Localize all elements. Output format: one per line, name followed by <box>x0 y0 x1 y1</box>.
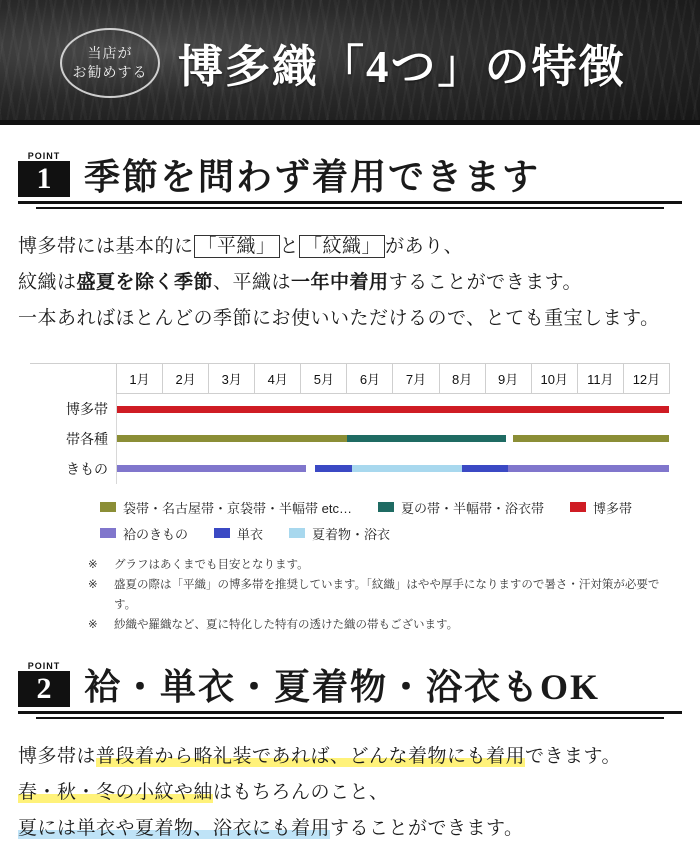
text-fragment: できます。 <box>525 746 622 768</box>
text-fragment: 一本あればほとんどの季節にお使いいただけるので、とても重宝します。 <box>18 308 660 330</box>
point-2-section <box>18 661 682 719</box>
text-fragment: 普段着から略礼装であれば、どんな着物にも着用 <box>96 746 526 768</box>
point-1-underline <box>36 207 664 209</box>
chart-legend-item <box>100 498 352 517</box>
point-1-badge-label: POINT <box>27 151 61 161</box>
chart-bar-segment <box>117 465 306 472</box>
point-2-title: 袷・単衣・夏着物・浴衣もOK <box>84 667 601 708</box>
note-mark-icon: ※ <box>88 619 98 632</box>
point-1-section <box>18 151 682 209</box>
chart-month-header <box>30 364 670 394</box>
chart-legend-item <box>100 524 188 543</box>
text-fragment: することができます。 <box>388 272 583 294</box>
text-fragment: することができます。 <box>330 818 524 840</box>
text-line <box>18 811 682 847</box>
chart-row <box>30 424 670 454</box>
chart-month-label: 2月 <box>163 364 209 394</box>
chart-month-label: 11月 <box>577 364 623 394</box>
note-mark-icon: ※ <box>88 558 98 571</box>
chart-bar-track <box>117 424 670 454</box>
chart-corner-cell <box>30 364 117 394</box>
chart-legend-label: 夏着物・浴衣 <box>312 526 391 542</box>
chart-legend-label: 夏の帯・半幅帯・浴衣帯 <box>400 500 544 516</box>
text-line <box>18 265 682 301</box>
chart-month-label: 8月 <box>439 364 485 394</box>
chart-row <box>30 454 670 484</box>
chart-bar-segment <box>117 435 347 442</box>
banner-badge <box>60 28 160 98</box>
chart-month-label: 10月 <box>531 364 577 394</box>
point-2-underline <box>36 717 664 719</box>
chart-bar-segment <box>508 465 668 472</box>
chart-note <box>88 555 670 575</box>
chart-bar-segment <box>315 465 352 472</box>
text-line <box>18 229 682 265</box>
chart-legend-item <box>214 524 263 543</box>
page-title: 博多織「4つ」の特徴 <box>178 42 626 92</box>
text-fragment: 春・秋・冬の小紋や紬 <box>18 782 214 804</box>
text-fragment: 「平織」 <box>194 235 280 258</box>
legend-swatch-icon <box>214 528 230 538</box>
chart-row <box>30 394 670 424</box>
legend-swatch-icon <box>100 528 116 538</box>
chart-bar-segment <box>513 435 669 442</box>
text-fragment: があり、 <box>385 236 464 257</box>
text-fragment: と <box>279 236 300 257</box>
season-chart-table <box>30 363 670 484</box>
text-fragment: 一年中着用 <box>291 272 389 294</box>
season-chart <box>30 363 670 635</box>
chart-legend-row <box>100 524 670 543</box>
banner-badge-line2: お勧めする <box>72 63 148 80</box>
chart-legend-label: 袷のきもの <box>123 526 189 542</box>
chart-legend-label: 単衣 <box>237 526 264 542</box>
chart-legend-row <box>100 498 670 517</box>
chart-legend-item <box>378 498 544 517</box>
note-text: グラフはあくまでも目安となります。 <box>114 558 309 571</box>
legend-swatch-icon <box>289 528 305 538</box>
point-1-badge <box>18 151 70 197</box>
text-line <box>18 739 682 775</box>
header-banner <box>0 0 700 125</box>
chart-legend-label: 袋帯・名古屋帯・京袋帯・半幅帯 etc… <box>123 500 352 516</box>
chart-row-label: 帯各種 <box>66 430 108 447</box>
point-1-heading <box>18 151 682 204</box>
chart-month-label: 5月 <box>301 364 347 394</box>
chart-legend-item <box>570 498 632 517</box>
text-fragment: 夏には単衣や夏着物、浴衣にも着用 <box>18 818 331 840</box>
point-1-title: 季節を問わず着用できます <box>84 157 541 197</box>
chart-row-label: きもの <box>66 460 108 477</box>
chart-month-label: 7月 <box>393 364 439 394</box>
chart-notes <box>88 555 670 636</box>
chart-legend-label: 博多帯 <box>592 500 632 516</box>
chart-note <box>88 615 670 635</box>
point-2-badge <box>18 661 70 707</box>
chart-bar-segment <box>352 465 463 472</box>
text-fragment: 「紋織」 <box>299 235 385 258</box>
chart-bar-segment <box>462 465 508 472</box>
text-fragment: 盛夏を除く季節 <box>76 272 214 294</box>
chart-month-label: 4月 <box>255 364 301 394</box>
text-fragment: 博多帯には基本的に <box>18 236 194 257</box>
note-text: 盛夏の際は「平織」の博多帯を推奨しています。「紋織」はやや厚手になりますので暑さ・汗対策が必要です。 <box>114 578 660 612</box>
chart-bar-segment <box>347 435 506 442</box>
text-fragment: はもちろんのこと、 <box>213 782 389 804</box>
legend-swatch-icon <box>100 502 116 512</box>
point-1-body-text <box>18 229 682 337</box>
chart-month-label: 1月 <box>117 364 163 394</box>
point-2-heading <box>18 661 682 714</box>
chart-bar-track <box>117 454 670 484</box>
text-fragment: 博多帯は <box>18 746 97 768</box>
chart-legend-item <box>289 524 390 543</box>
chart-row-label: 博多帯 <box>66 400 108 417</box>
text-fragment: 、平織は <box>213 272 292 294</box>
chart-month-label: 12月 <box>623 364 669 394</box>
chart-bar-track <box>117 394 670 424</box>
text-fragment: 紋織は <box>18 272 77 294</box>
legend-swatch-icon <box>570 502 586 512</box>
banner-badge-line1: 当店が <box>87 44 133 61</box>
chart-month-label: 9月 <box>485 364 531 394</box>
text-line <box>18 775 682 811</box>
legend-swatch-icon <box>378 502 394 512</box>
chart-legend <box>100 498 670 543</box>
point-2-body-text <box>18 739 682 847</box>
note-text: 紗織や羅織など、夏に特化した特有の透けた織の帯もございます。 <box>114 619 459 632</box>
point-2-badge-label: POINT <box>27 661 61 672</box>
chart-note <box>88 575 670 615</box>
chart-bar-segment <box>117 406 669 413</box>
chart-month-label: 3月 <box>209 364 255 394</box>
note-mark-icon: ※ <box>88 578 98 591</box>
point-2-badge-number: 2 <box>18 671 70 707</box>
text-line <box>18 301 682 337</box>
point-1-badge-number: 1 <box>18 161 70 197</box>
chart-month-label: 6月 <box>347 364 393 394</box>
